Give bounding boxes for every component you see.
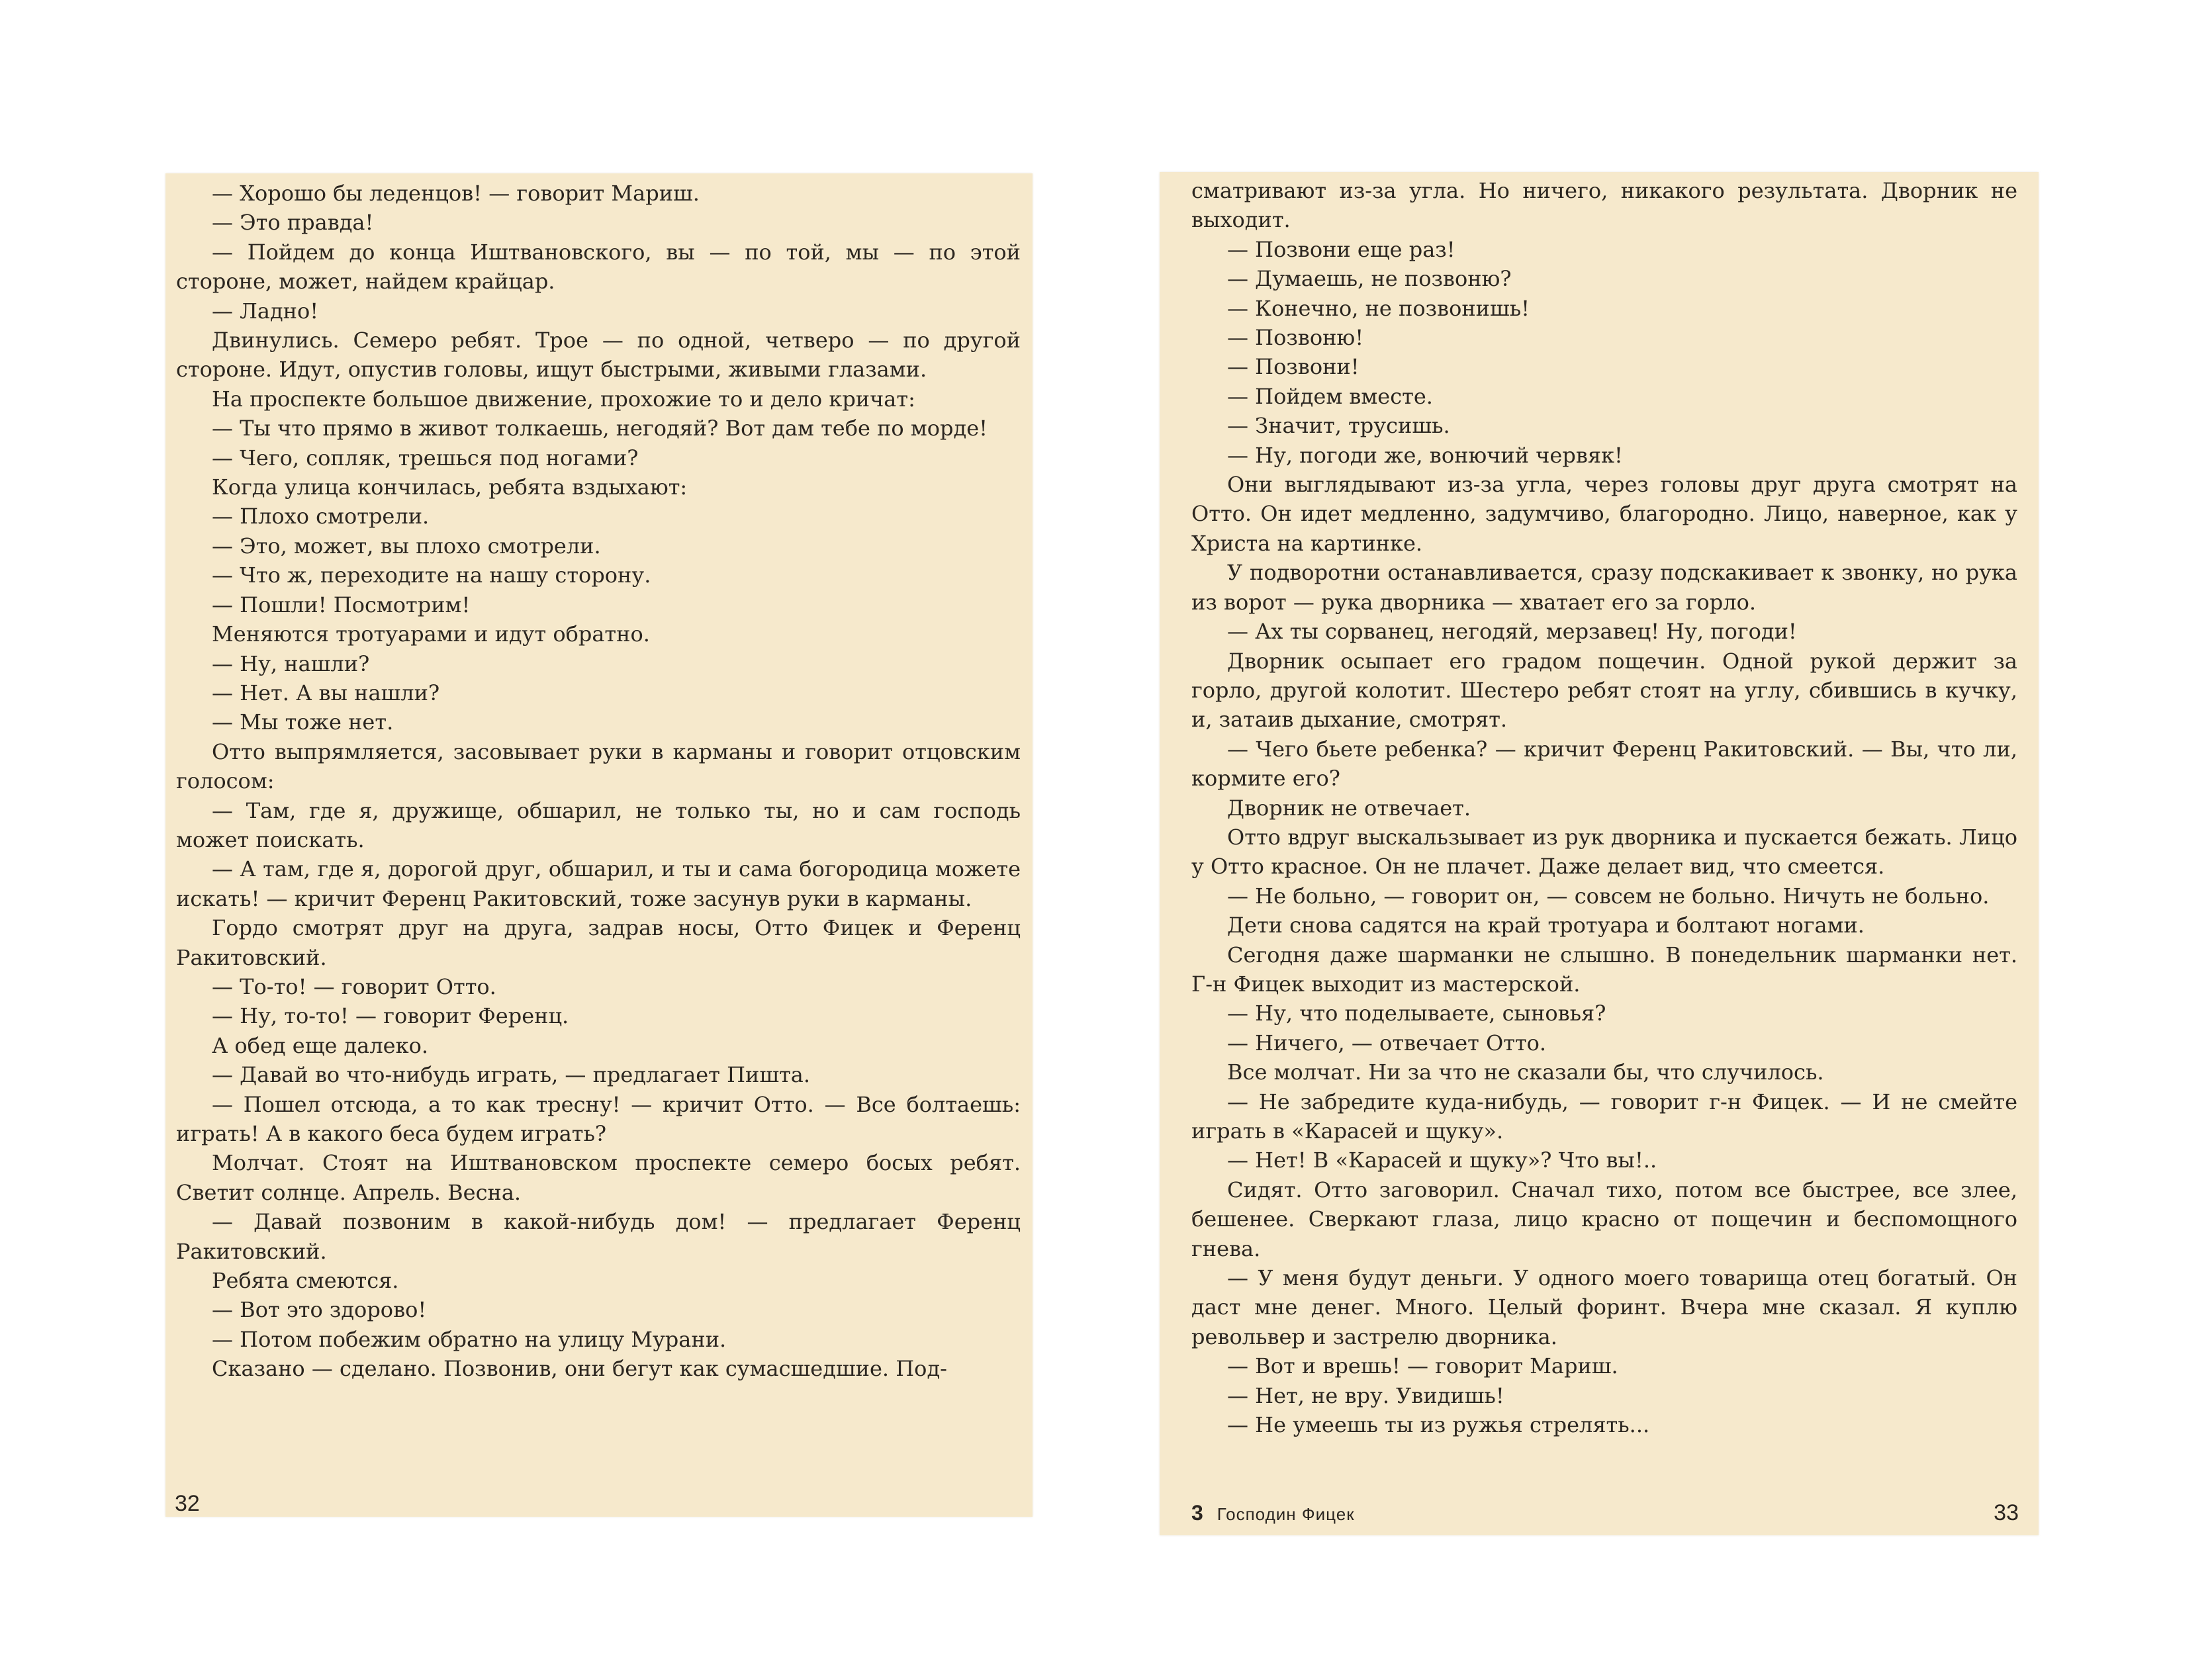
paragraph: Меняются тротуарами и идут обратно. [212,621,650,647]
paragraph: — Ничего, — отвечает Отто. [1227,1030,1547,1056]
signature-mark [1191,1501,1355,1526]
paragraph: — Что ж, переходите на нашу сторону. [212,563,651,588]
paragraph: — Пошли! Посмотрим! [212,592,471,617]
paragraph: — Нет! В «Карасей и щуку»? Что вы!.. [1227,1148,1657,1173]
paragraph: — Пошел отсюда, а то как тресну! — кричит Отто. — Все болтаешь: играть! А в какого беса будем играть? [176,1091,1021,1146]
paragraph: — Позвоню! [1227,325,1364,351]
signature-title: Господин Фицек [1217,1504,1355,1524]
paragraph: — Ты что прямо в живот толкаешь, негодяй? Вот дам тебе по морде! [212,416,988,441]
paragraph: Когда улица кончилась, ребята вздыхают: [212,474,688,500]
paragraph: Дети снова садятся на край тротуара и болтают ногами. [1227,913,1865,938]
paragraph: Они выглядывают из-за угла, через головы друг друга смотрят на Отто. Он идет медленно, задумчиво, благородно. Лицо, наверное, как у Христа на картинке. [1191,472,2017,556]
paragraph: — Думаешь, не позвоню? [1227,266,1512,292]
paragraph: — Ах ты сорванец, негодяй, мерзавец! Ну, погоди! [1227,619,1797,645]
paragraph: — Позвони! [1227,354,1359,380]
paragraph: — Мы тоже нет. [212,709,394,735]
signature-number: 3 [1191,1501,1204,1525]
paragraph: Сказано — сделано. Позвонив, они бегут как сумасшедшие. Под- [212,1356,947,1382]
paragraph: — Хорошо бы леденцов! — говорит Мариш. [212,181,700,206]
paragraph: — А там, где я, дорогой друг, обшарил, и ты и сама богородица можете искать! — кричит Ференц Ракитовский, тоже засунув руки в карманы. [176,856,1021,911]
paragraph: — Нет, не вру. Увидишь! [1227,1382,1504,1408]
paragraph: — У меня будут деньги. У одного моего товарища отец богатый. Он даст мне денег. Много. Целый форинт. Вчера мне сказал. Я куплю револьвер и застрелю дворника. [1191,1265,2017,1349]
paragraph: Ребята смеются. [212,1268,399,1294]
paragraph: — Давай во что-нибудь играть, — предлагает Пишта. [212,1062,811,1088]
paragraph: — Ну, то-то! — говорит Ференц. [212,1003,569,1029]
paragraph: — То-то! — говорит Отто. [212,973,496,999]
paragraph: Отто вдруг выскальзывает из рук дворника и пускается бежать. Лицо у Отто красное. Он не плачет. Даже делает вид, что смеется. [1191,824,2017,879]
paragraph: А обед еще далеко. [212,1032,429,1058]
right-page-text [1191,176,2017,1439]
paragraph: — Конечно, не позвонишь! [1227,295,1530,321]
paragraph: На проспекте большое движение, прохожие то и дело кричат: [212,386,915,412]
paragraph: — Чего бьете ребенка? — кричит Ференц Ракитовский. — Вы, что ли, кормите его? [1191,736,2017,791]
paragraph: — Это правда! [212,210,374,236]
paragraph: — Вот это здорово! [212,1297,427,1323]
paragraph: — Потом побежим обратно на улицу Мурани. [212,1326,727,1352]
paragraph: — Чего, сопляк, трешься под ногами? [212,445,639,471]
left-page [165,173,1033,1517]
paragraph: — Там, где я, дружище, обшарил, не только ты, но и сам господь может поискать. [176,797,1021,852]
paragraph: Сидят. Отто заговорил. Сначал тихо, потом все быстрее, все злее, бешенее. Сверкают глаза, лицо красно от пощечин и беспомощного гнева. [1191,1177,2017,1261]
paragraph: — Пойдем вместе. [1227,383,1433,409]
paragraph: — Ну, погоди же, вонючий червяк! [1227,442,1623,468]
paragraph: сматривают из-за угла. Но ничего, никакого результата. Дворник не выходит. [1191,178,2017,233]
paragraph: Дворник осыпает его градом пощечин. Одной рукой держит за горло, другой колотит. Шестеро ребят стоят на углу, сбившись в кучку, и, затаив дыхание, смотрят. [1191,648,2017,733]
paragraph: Двинулись. Семеро ребят. Трое — по одной, четверо — по другой стороне. Идут, опустив головы, ищут быстрыми, живыми глазами. [176,328,1021,383]
paragraph: — Пойдем до конца Иштвановского, вы — по той, мы — по этой стороне, может, найдем крайцар. [176,239,1021,294]
right-page [1160,172,2039,1535]
paragraph: — Не больно, — говорит он, — совсем не больно. Ничуть не больно. [1227,883,1990,909]
paragraph: — Давай позвоним в какой-нибудь дом! — предлагает Ференц Ракитовский. [176,1209,1021,1264]
paragraph: — Не забредите куда-нибудь, — говорит г-н Фицек. — И не смейте играть в «Карасей и щуку». [1191,1089,2017,1144]
paragraph: — Ладно! [212,298,319,324]
paragraph: У подворотни останавливается, сразу подскакивает к звонку, но рука из ворот — рука дворника — хватает его за горло. [1191,560,2017,615]
paragraph: Молчат. Стоят на Иштвановском проспекте семеро босых ребят. Светит солнце. Апрель. Весна. [176,1150,1021,1205]
paragraph: — Значит, трусишь. [1227,413,1450,439]
left-page-text [176,179,1021,1384]
paragraph: — Не умеешь ты из ружья стрелять... [1227,1412,1650,1438]
page-number: 32 [175,1491,200,1516]
paragraph: — Позвони еще раз! [1227,236,1455,262]
paragraph: — Плохо смотрели. [212,504,430,529]
paragraph: — Вот и врешь! — говорит Мариш. [1227,1353,1618,1379]
page-number: 33 [1994,1500,2019,1525]
paragraph: — Нет. А вы нашли? [212,680,440,705]
paragraph: — Ну, что поделываете, сыновья? [1227,1001,1606,1026]
paragraph: Дворник не отвечает. [1227,795,1471,821]
paragraph: — Это, может, вы плохо смотрели. [212,533,601,559]
paragraph: Гордо смотрят друг на друга, задрав носы, Отто Фицек и Ференц Ракитовский. [176,915,1021,970]
paragraph: — Ну, нашли? [212,651,370,676]
paragraph: Все молчат. Ни за что не сказали бы, что случилось. [1227,1059,1824,1085]
paragraph: Отто выпрямляется, засовывает руки в карманы и говорит отцовским голосом: [176,739,1021,794]
paragraph: Сегодня даже шарманки не слышно. В понедельник шарманки нет. Г-н Фицек выходит из мастерской. [1191,942,2017,997]
